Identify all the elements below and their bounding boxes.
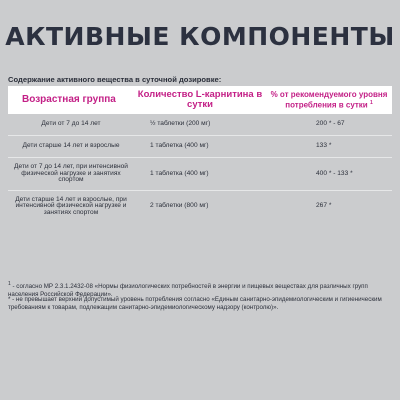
header-amount: Количество L-карнитина в сутки — [134, 86, 266, 114]
cell-age-group: Дети от 7 до 14 лет, при интенсивной физической нагрузке и занятиях спортом — [8, 158, 134, 191]
header-percent — [266, 86, 392, 114]
cell-amount: 1 таблетка (400 мг) — [134, 136, 266, 158]
footnote-mark: 1 — [8, 281, 11, 287]
cell-age-group: Дети старше 14 лет и взрослые — [8, 136, 134, 158]
cell-amount: 2 таблетки (800 мг) — [134, 191, 266, 223]
cell-percent: 400 * - 133 * — [266, 158, 392, 191]
table-row — [8, 114, 392, 136]
table-row — [8, 191, 392, 223]
footnote-upper-limit: * - не превышает верхний допустимый уровень потребления согласно «Единым санитарно-эпидемиологическим и гигиеническим требованиям к товарам, подлежащим санитарно-эпидемиологическому надзору (контролю)». — [8, 296, 382, 311]
header-percent-label: % от рекомендуемого уровня потребления в сутки — [270, 90, 388, 110]
cell-age-group: Дети старше 14 лет и взрослые, при интенсивной физической нагрузке и занятиях спортом — [8, 191, 134, 223]
cell-amount: 1 таблетка (400 мг) — [134, 158, 266, 191]
cell-age-group: Дети от 7 до 14 лет — [41, 120, 101, 128]
footnote-text: - согласно МР 2.3.1.2432-08 «Нормы физиологических потребностей в энергии и пищевых веществах для различных групп населения Российской Федерации». — [8, 283, 368, 299]
dosage-table — [8, 86, 392, 222]
table-caption: Содержание активного вещества в суточной дозировке: — [8, 75, 222, 84]
cell-percent: 267 * — [266, 191, 392, 223]
header-footnote-mark: 1 — [369, 100, 373, 107]
cell-percent: 133 * — [266, 136, 392, 158]
page-title: АКТИВНЫЕ КОМПОНЕНТЫ — [5, 22, 395, 51]
header-age-group: Возрастная группа — [8, 86, 134, 114]
table-row — [8, 158, 392, 191]
cell-amount: ½ таблетки (200 мг) — [150, 120, 211, 128]
table-header-row — [8, 86, 392, 114]
cell-percent: 200 * - 67 — [316, 120, 345, 128]
table-row — [8, 136, 392, 158]
